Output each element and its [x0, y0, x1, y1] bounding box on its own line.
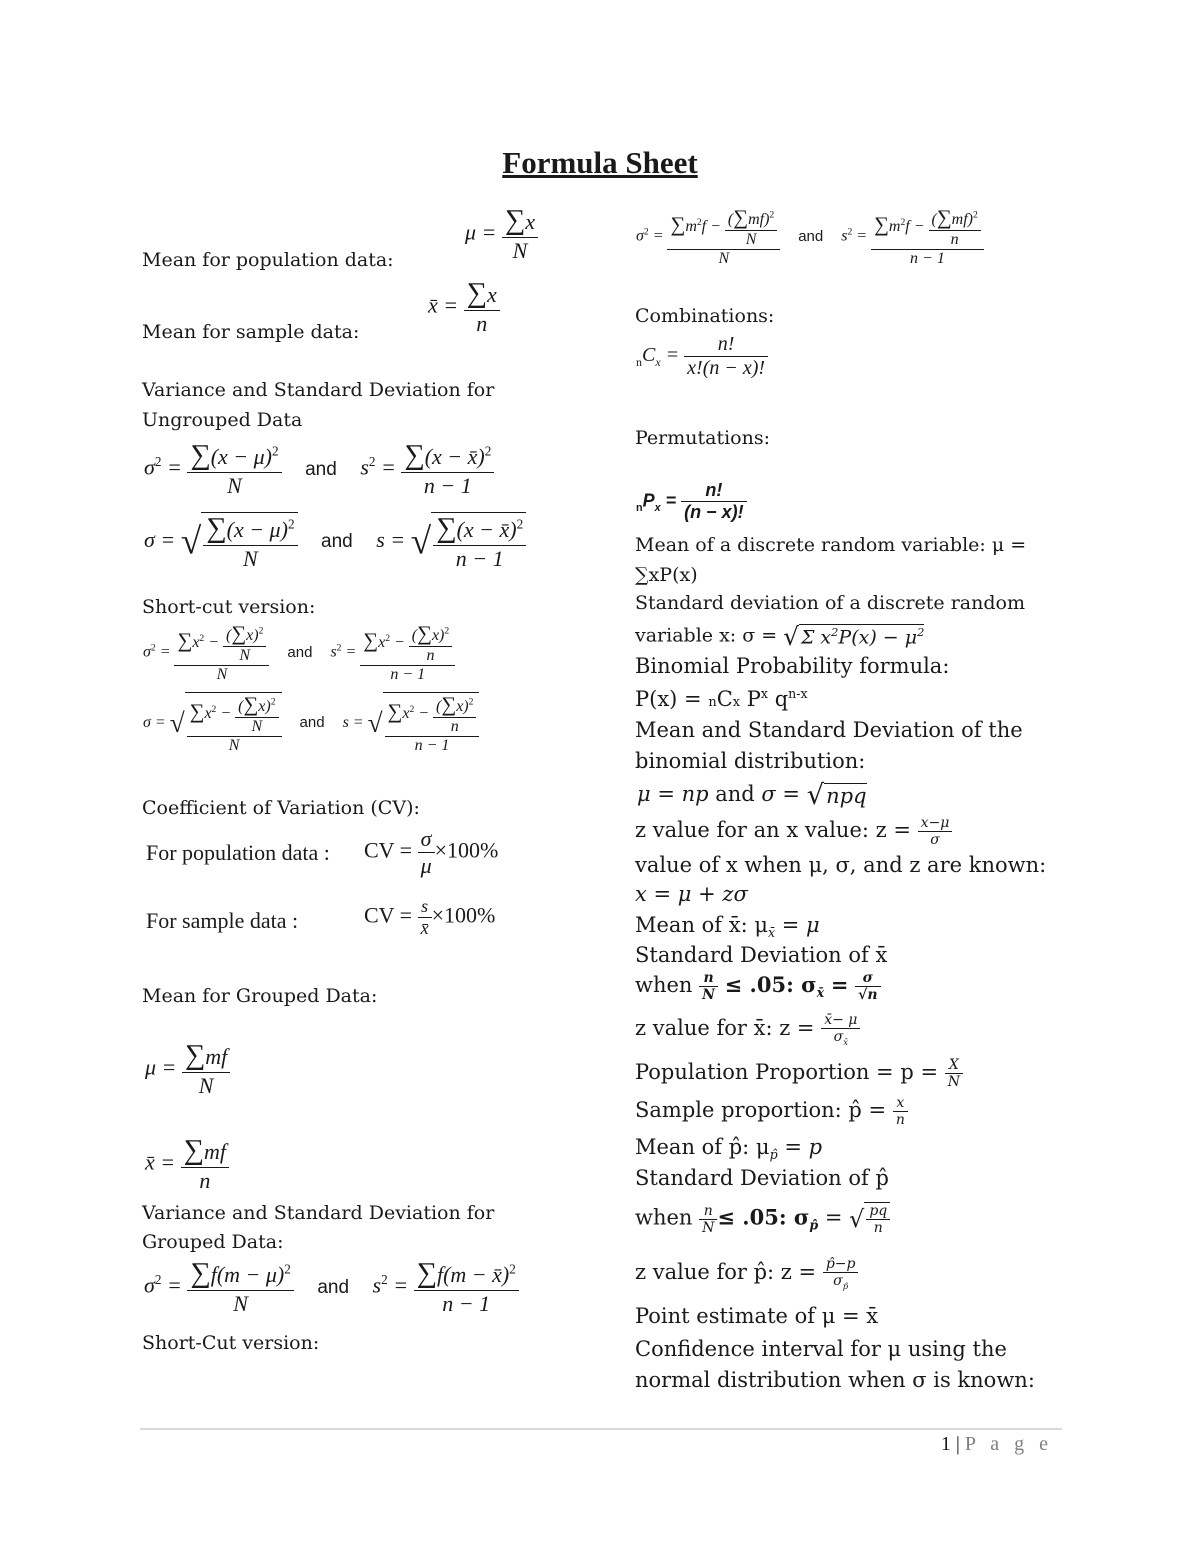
shortcut-label: Short-cut version:: [142, 596, 316, 618]
mean-grouped-population-formula: μ = $\frac{\sum mf}{N}$: [145, 1040, 230, 1099]
sd-ungrouped-formula: σ = √ $\frac{\sum(x - \mu)^2}{N}$ and s = √ $\frac{\sum(x - x̄)^2}{n - 1}$: [144, 512, 526, 572]
shortcut-grouped-label: Short-Cut version:: [142, 1332, 320, 1354]
grouped-shortcut-variance-formula: $\sigma^2$ = $\sum m^2f$ − $\frac{(\sum mf)^2}{N}$ N and $s^2$ = $\sum m^2f$ − $\frac{(\sum mf)^2}{n}$ n − 1: [636, 206, 984, 268]
variance-grouped-formula: $\sigma^2$ = $\frac{\sum f(m - \mu)^2}{N}$ and $s^2$ = $\frac{\sum f(m - x̄)^2}{n - 1}$: [144, 1258, 519, 1317]
mean-phat-text: Mean of p̂: μ: [635, 1135, 770, 1159]
page-word: P a g e: [964, 1433, 1053, 1455]
z-phat-label: z value for p̂: z = $\frac{p̂-p}{\sigma_{p̂}}$: [635, 1256, 858, 1291]
sd-discrete-label: Standard deviation of a discrete random: [635, 592, 1025, 614]
z-value-text: z value for an x value: z =: [635, 818, 911, 842]
when-text: when: [635, 1205, 693, 1230]
binomial-mean-sd-label: Mean and Standard Deviation of the: [635, 718, 1023, 742]
and-text: and: [287, 643, 313, 661]
permutations-label: Permutations:: [635, 427, 771, 449]
cv-sample-formula: CV = $\frac{s}{x̄}$ ×100%: [364, 896, 496, 938]
and-text: and: [798, 227, 824, 245]
page-number: 1: [940, 1433, 951, 1455]
sample-proportion-label: Sample proportion: p̂ = $\frac{x}{n}$: [635, 1095, 908, 1128]
combinations-label: Combinations:: [635, 305, 775, 327]
sd-phat-formula: when $\frac{n}{N}$ ≤ .05: $\sigma_{p̂}$ = √ $\frac{pq}{n}$: [635, 1202, 890, 1236]
ci-label: Confidence interval for μ using the: [635, 1337, 1007, 1361]
binomial-mean-sd-formula: μ = np and σ = √npq: [637, 780, 867, 811]
sample-proportion-text: Sample proportion: p̂ =: [635, 1098, 887, 1122]
z-xbar-text: z value for x̄: z =: [635, 1015, 815, 1040]
pop-proportion-text: Population Proportion = p =: [635, 1060, 939, 1084]
and-text: and: [299, 714, 325, 732]
mean-xbar-text: Mean of x̄: μ: [635, 913, 768, 937]
mean-population-label: Mean for population data:: [142, 249, 394, 271]
and-text: and: [317, 1276, 350, 1298]
binomial-label: Binomial Probability formula:: [635, 654, 950, 678]
variance-ungrouped-heading-2: Ungrouped Data: [142, 409, 303, 431]
footer-separator: |: [955, 1433, 960, 1455]
cv-sample-label: For sample data :: [146, 908, 299, 933]
page-title: Formula Sheet: [502, 145, 698, 180]
mean-discrete-label: Mean of a discrete random variable: μ =: [635, 534, 1027, 556]
mean-sample-formula: x̄ = $\frac{\sum x}{n}$: [428, 278, 500, 337]
x-known-label: value of x when μ, σ, and z are known:: [635, 853, 1047, 877]
permutations-formula: $_nP_x$ = $\frac{n!}{(n - x)!}$: [636, 480, 747, 523]
mean-xbar-label: Mean of x̄: $\mu_{x̄} = \mu$: [635, 913, 820, 941]
sd-xbar-label: Standard Deviation of x̄: [635, 943, 888, 967]
when-text: when: [635, 973, 693, 997]
mean-grouped-label: Mean for Grouped Data:: [142, 985, 378, 1007]
binomial-prefix: P(x) =: [635, 687, 709, 711]
sd-discrete-label-2: variable x: σ = √ Σ $x^2P(x) - \mu^2$: [635, 622, 925, 651]
mean-phat-label: Mean of p̂: $\mu_{p̂} = p$: [635, 1135, 823, 1163]
mean-population-formula: μ = $\frac{\sum x}{N}$: [465, 205, 538, 264]
binomial-mean-sd-label-2: binomial distribution:: [635, 749, 866, 773]
variance-ungrouped-heading: Variance and Standard Deviation for: [142, 379, 495, 401]
cv-times-100: ×100%: [431, 902, 496, 928]
and-text: and: [305, 458, 337, 480]
footer-divider: [140, 1428, 1062, 1430]
leq-05-text: ≤ .05: σ: [724, 972, 817, 997]
combinations-formula: $_nC_x$ = $\frac{n!}{x!(n - x)!}$: [636, 333, 768, 380]
mean-grouped-sample-formula: x̄ = $\frac{\sum mf}{n}$: [145, 1135, 229, 1194]
pop-proportion-label: Population Proportion = p = $\frac{X}{N}$: [635, 1057, 963, 1090]
binomial-formula: P(x) = nCx $P^x$ $q^{n-x}$: [635, 686, 808, 711]
x-known-formula: x = μ + zσ: [635, 882, 748, 906]
cv-population-formula: CV = $\frac{\sigma}{\mu}$ ×100%: [364, 826, 499, 878]
shortcut-variance-formula: $\sigma^2$ = $\sum x^2$ − $\frac{(\sum x)^2}{N}$ N and $s^2$ = $\sum x^2$ − $\frac{(\sum x)^2}{n}$ n − 1: [143, 622, 455, 684]
z-xbar-label: z value for x̄: z = $\frac{x̄- \mu}{\sigma_{x̄}}$: [635, 1012, 860, 1047]
cv-population-label: For population data :: [146, 840, 330, 865]
point-estimate-label: Point estimate of μ = x̄: [635, 1304, 879, 1328]
and-text: and: [321, 531, 353, 553]
sd-xbar-formula: when $\frac{n}{N}$ ≤ .05: $\sigma_{x̄}$ = $\frac{\sigma}{√n}$: [635, 970, 881, 1003]
z-value-label: z value for an x value: z = $\frac{x-\mu}{\sigma}$: [635, 815, 952, 848]
sd-phat-label: Standard Deviation of p̂: [635, 1166, 889, 1190]
variance-grouped-heading: Variance and Standard Deviation for: [142, 1202, 495, 1224]
sd-discrete-prefix: variable x: σ =: [635, 624, 778, 647]
page-footer: [941, 1433, 1053, 1456]
mean-sample-label: Mean for sample data:: [142, 321, 360, 343]
mean-discrete-formula: ∑xP(x): [635, 564, 698, 586]
variance-ungrouped-formula: $\sigma^2$ = $\frac{\sum(x - \mu)^2}{N}$ and $s^2$ = $\frac{\sum(x - x̄)^2}{n - 1}$: [144, 440, 494, 499]
z-phat-text: z value for p̂: z =: [635, 1259, 817, 1284]
ci-label-2: normal distribution when σ is known:: [635, 1368, 1035, 1392]
shortcut-sd-formula: σ = √ $\sum x^2$ − $\frac{(\sum x)^2}{N}$ N and s = √ $\sum x^2$ − $\frac{(\sum x)^2}{n}$ n − 1: [143, 692, 479, 755]
cv-times-100: ×100%: [434, 837, 499, 863]
cv-label: Coefficient of Variation (CV):: [142, 797, 420, 819]
variance-grouped-heading-2: Grouped Data:: [142, 1231, 284, 1253]
leq-05-text: ≤ .05: σ: [717, 1204, 810, 1230]
